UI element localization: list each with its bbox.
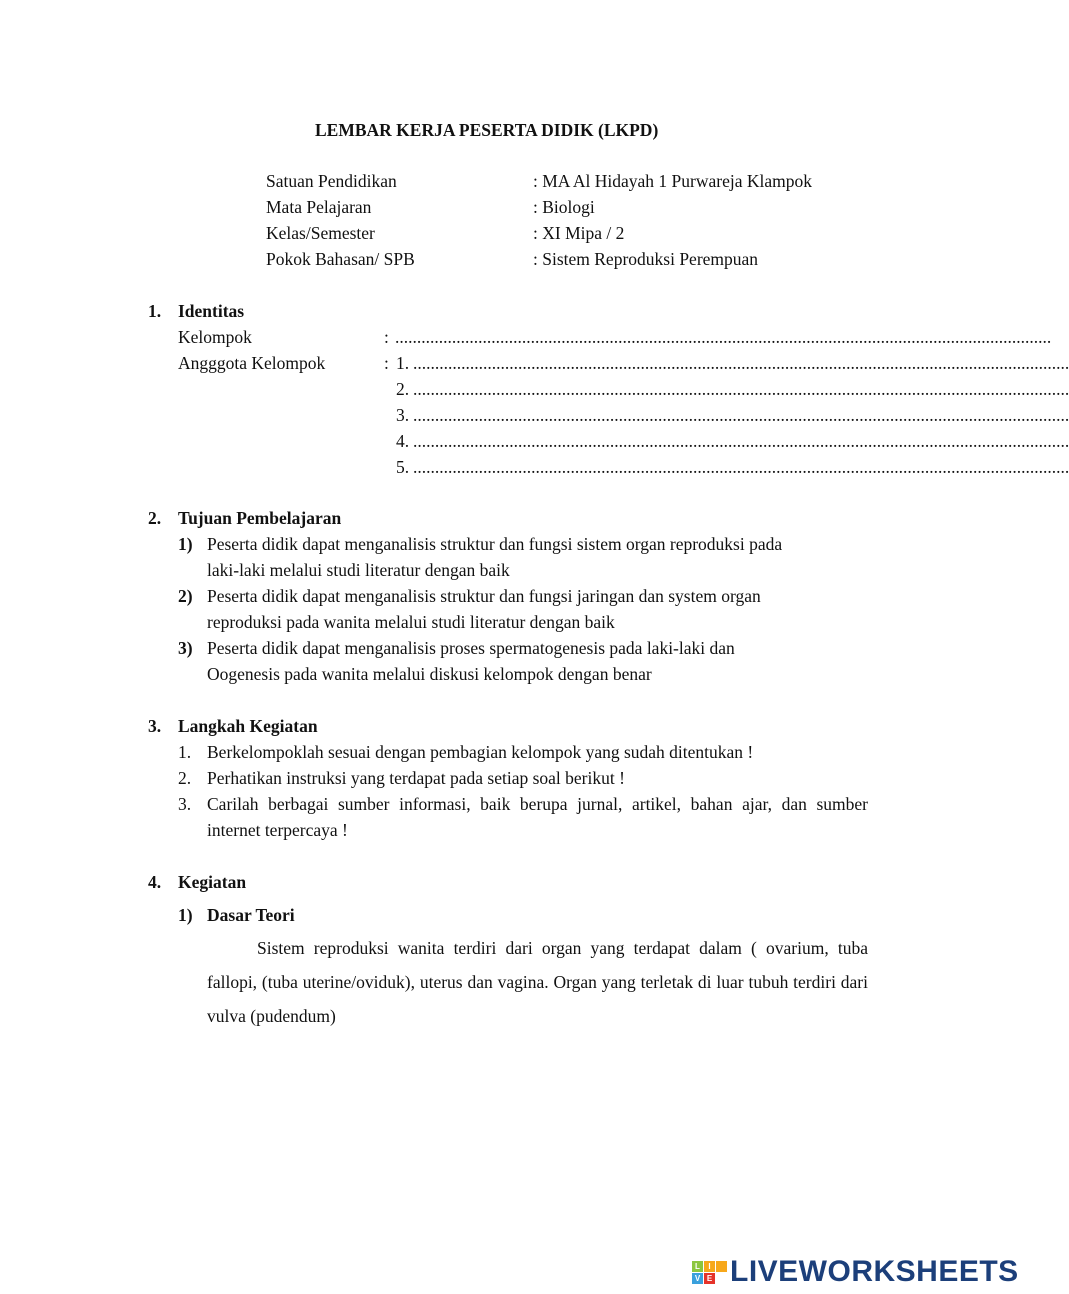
kelompok-field[interactable]: ...................................................................................................................................................... [395,327,1052,347]
logo-letter: L [692,1261,703,1272]
section-number: 2. [148,508,162,528]
section-number: 1. [148,301,162,321]
member-number: 2. [396,379,410,399]
info-value: : Sistem Reproduksi Perempuan [533,249,759,269]
member-field[interactable]: ...................................................................................................................................................... [413,457,1069,477]
section-title: Kegiatan [178,872,247,892]
member-number: 3. [396,405,410,425]
kelompok-label: Kelompok [178,327,252,347]
step-number: 2. [178,768,192,788]
objective-number: 3) [178,638,193,658]
member-number: 5. [396,457,410,477]
info-label: Satuan Pendidikan [266,171,397,191]
subsection-number: 1) [178,905,193,925]
objective-text: Oogenesis pada wanita melalui diskusi kelompok dengan benar [207,664,652,684]
objective-text: Peserta didik dapat menganalisis struktur dan fungsi sistem organ reproduksi pada [207,534,783,554]
member-field[interactable]: ...................................................................................................................................................... [413,379,1069,399]
step-text: Berkelompoklah sesuai dengan pembagian kelompok yang sudah ditentukan ! [207,742,754,762]
section-title: Langkah Kegiatan [178,716,318,736]
member-number: 4. [396,431,410,451]
document-title: LEMBAR KERJA PESERTA DIDIK (LKPD) [315,120,659,140]
theory-paragraph: Sistem reproduksi wanita terdiri dari organ yang terdapat dalam ( ovarium, tuba fallopi, (tuba uterine/oviduk), uterus dan vagina. Organ yang terletak di luar tubuh terdiri dari vulva (pudendum) [207,938,868,1026]
info-label: Kelas/Semester [266,223,375,243]
logo-letter [716,1261,727,1272]
member-field[interactable]: ...................................................................................................................................................... [413,405,1069,425]
info-label: Pokok Bahasan/ SPB [266,249,415,269]
step-number: 1. [178,742,192,762]
objective-text: Peserta didik dapat menganalisis proses spermatogenesis pada laki-laki dan [207,638,735,658]
liveworksheets-logo [692,1255,1019,1289]
logo-icon [692,1261,727,1284]
step-text: Carilah berbagai sumber informasi, baik berupa jurnal, artikel, bahan ajar, dan sumber internet terpercaya ! [207,794,868,840]
step-text: Perhatikan instruksi yang terdapat pada setiap soal berikut ! [207,768,625,788]
member-field[interactable]: ...................................................................................................................................................... [413,353,1069,373]
step-number: 3. [178,794,192,814]
logo-letter: V [692,1273,703,1284]
objective-text: reproduksi pada wanita melalui studi literatur dengan baik [207,612,615,632]
colon: : [384,327,389,347]
objective-number: 2) [178,586,193,606]
logo-letter: E [704,1273,715,1284]
info-value: : MA Al Hidayah 1 Purwareja Klampok [533,171,812,191]
colon: : [384,353,389,373]
logo-letter [716,1273,727,1284]
section-title: Identitas [178,301,245,321]
info-value: : Biologi [533,197,595,217]
info-label: Mata Pelajaran [266,197,372,217]
logo-letter: I [704,1261,715,1272]
objective-number: 1) [178,534,193,554]
anggota-label: Angggota Kelompok [178,353,326,373]
member-field[interactable]: ...................................................................................................................................................... [413,431,1069,451]
info-value: : XI Mipa / 2 [533,223,625,243]
logo-text: LIVEWORKSHEETS [730,1255,1019,1288]
member-number: 1. [396,353,410,373]
objective-text: Peserta didik dapat menganalisis struktur dan fungsi jaringan dan system organ [207,586,761,606]
section-number: 4. [148,872,162,892]
section-number: 3. [148,716,162,736]
subsection-title: Dasar Teori [207,905,295,925]
objective-text: laki-laki melalui studi literatur dengan baik [207,560,510,580]
section-title: Tujuan Pembelajaran [178,508,342,528]
